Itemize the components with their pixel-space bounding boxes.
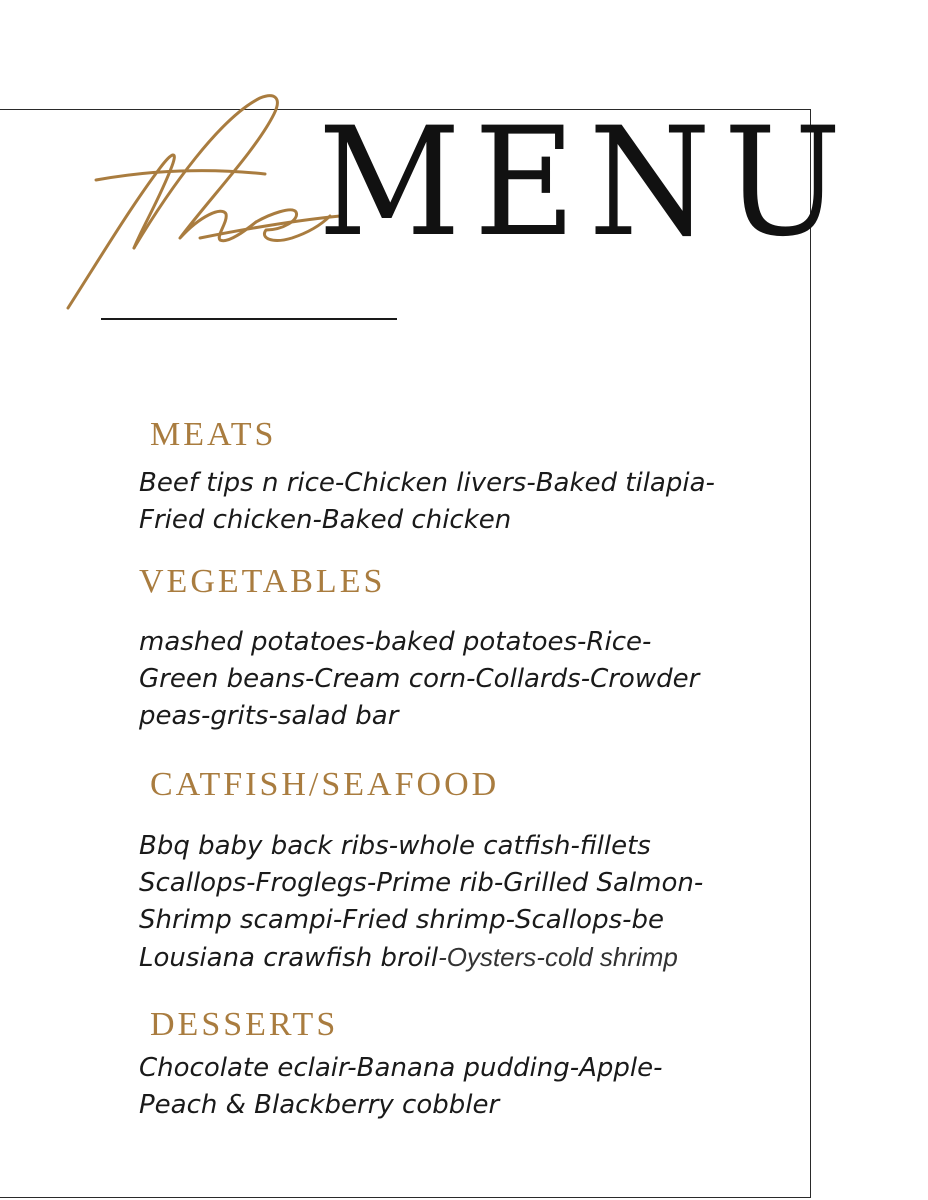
section-heading-desserts: DESSERTS [150,1006,339,1043]
seafood-items-tail: -Oysters-cold shrimp [438,942,678,972]
script-the-logo [60,88,350,318]
title-divider [101,318,397,320]
section-body-seafood [139,828,779,977]
section-heading-seafood: CATFISH/SEAFOOD [150,766,500,803]
seafood-items-main: Bbq baby back ribs-whole catfish-fillets Scallops-Froglegs-Prime rib-Grilled Salmon- Shrimp scampi-Fried shrimp-Scallops-be Lousiana crawfish broil [139,831,704,973]
section-heading-meats: MEATS [150,416,277,453]
section-body-vegetables: mashed potatoes-baked potatoes-Rice- Green beans-Cream corn-Collards-Crowder peas-grits-salad bar [139,627,700,731]
section-body-meats: Beef tips n rice-Chicken livers-Baked tilapia- Fried chicken-Baked chicken [139,468,715,535]
menu-title: MENU [318,96,855,270]
section-heading-vegetables: VEGETABLES [139,563,386,600]
section-body-desserts: Chocolate eclair-Banana pudding-Apple- Peach & Blackberry cobbler [139,1053,663,1120]
